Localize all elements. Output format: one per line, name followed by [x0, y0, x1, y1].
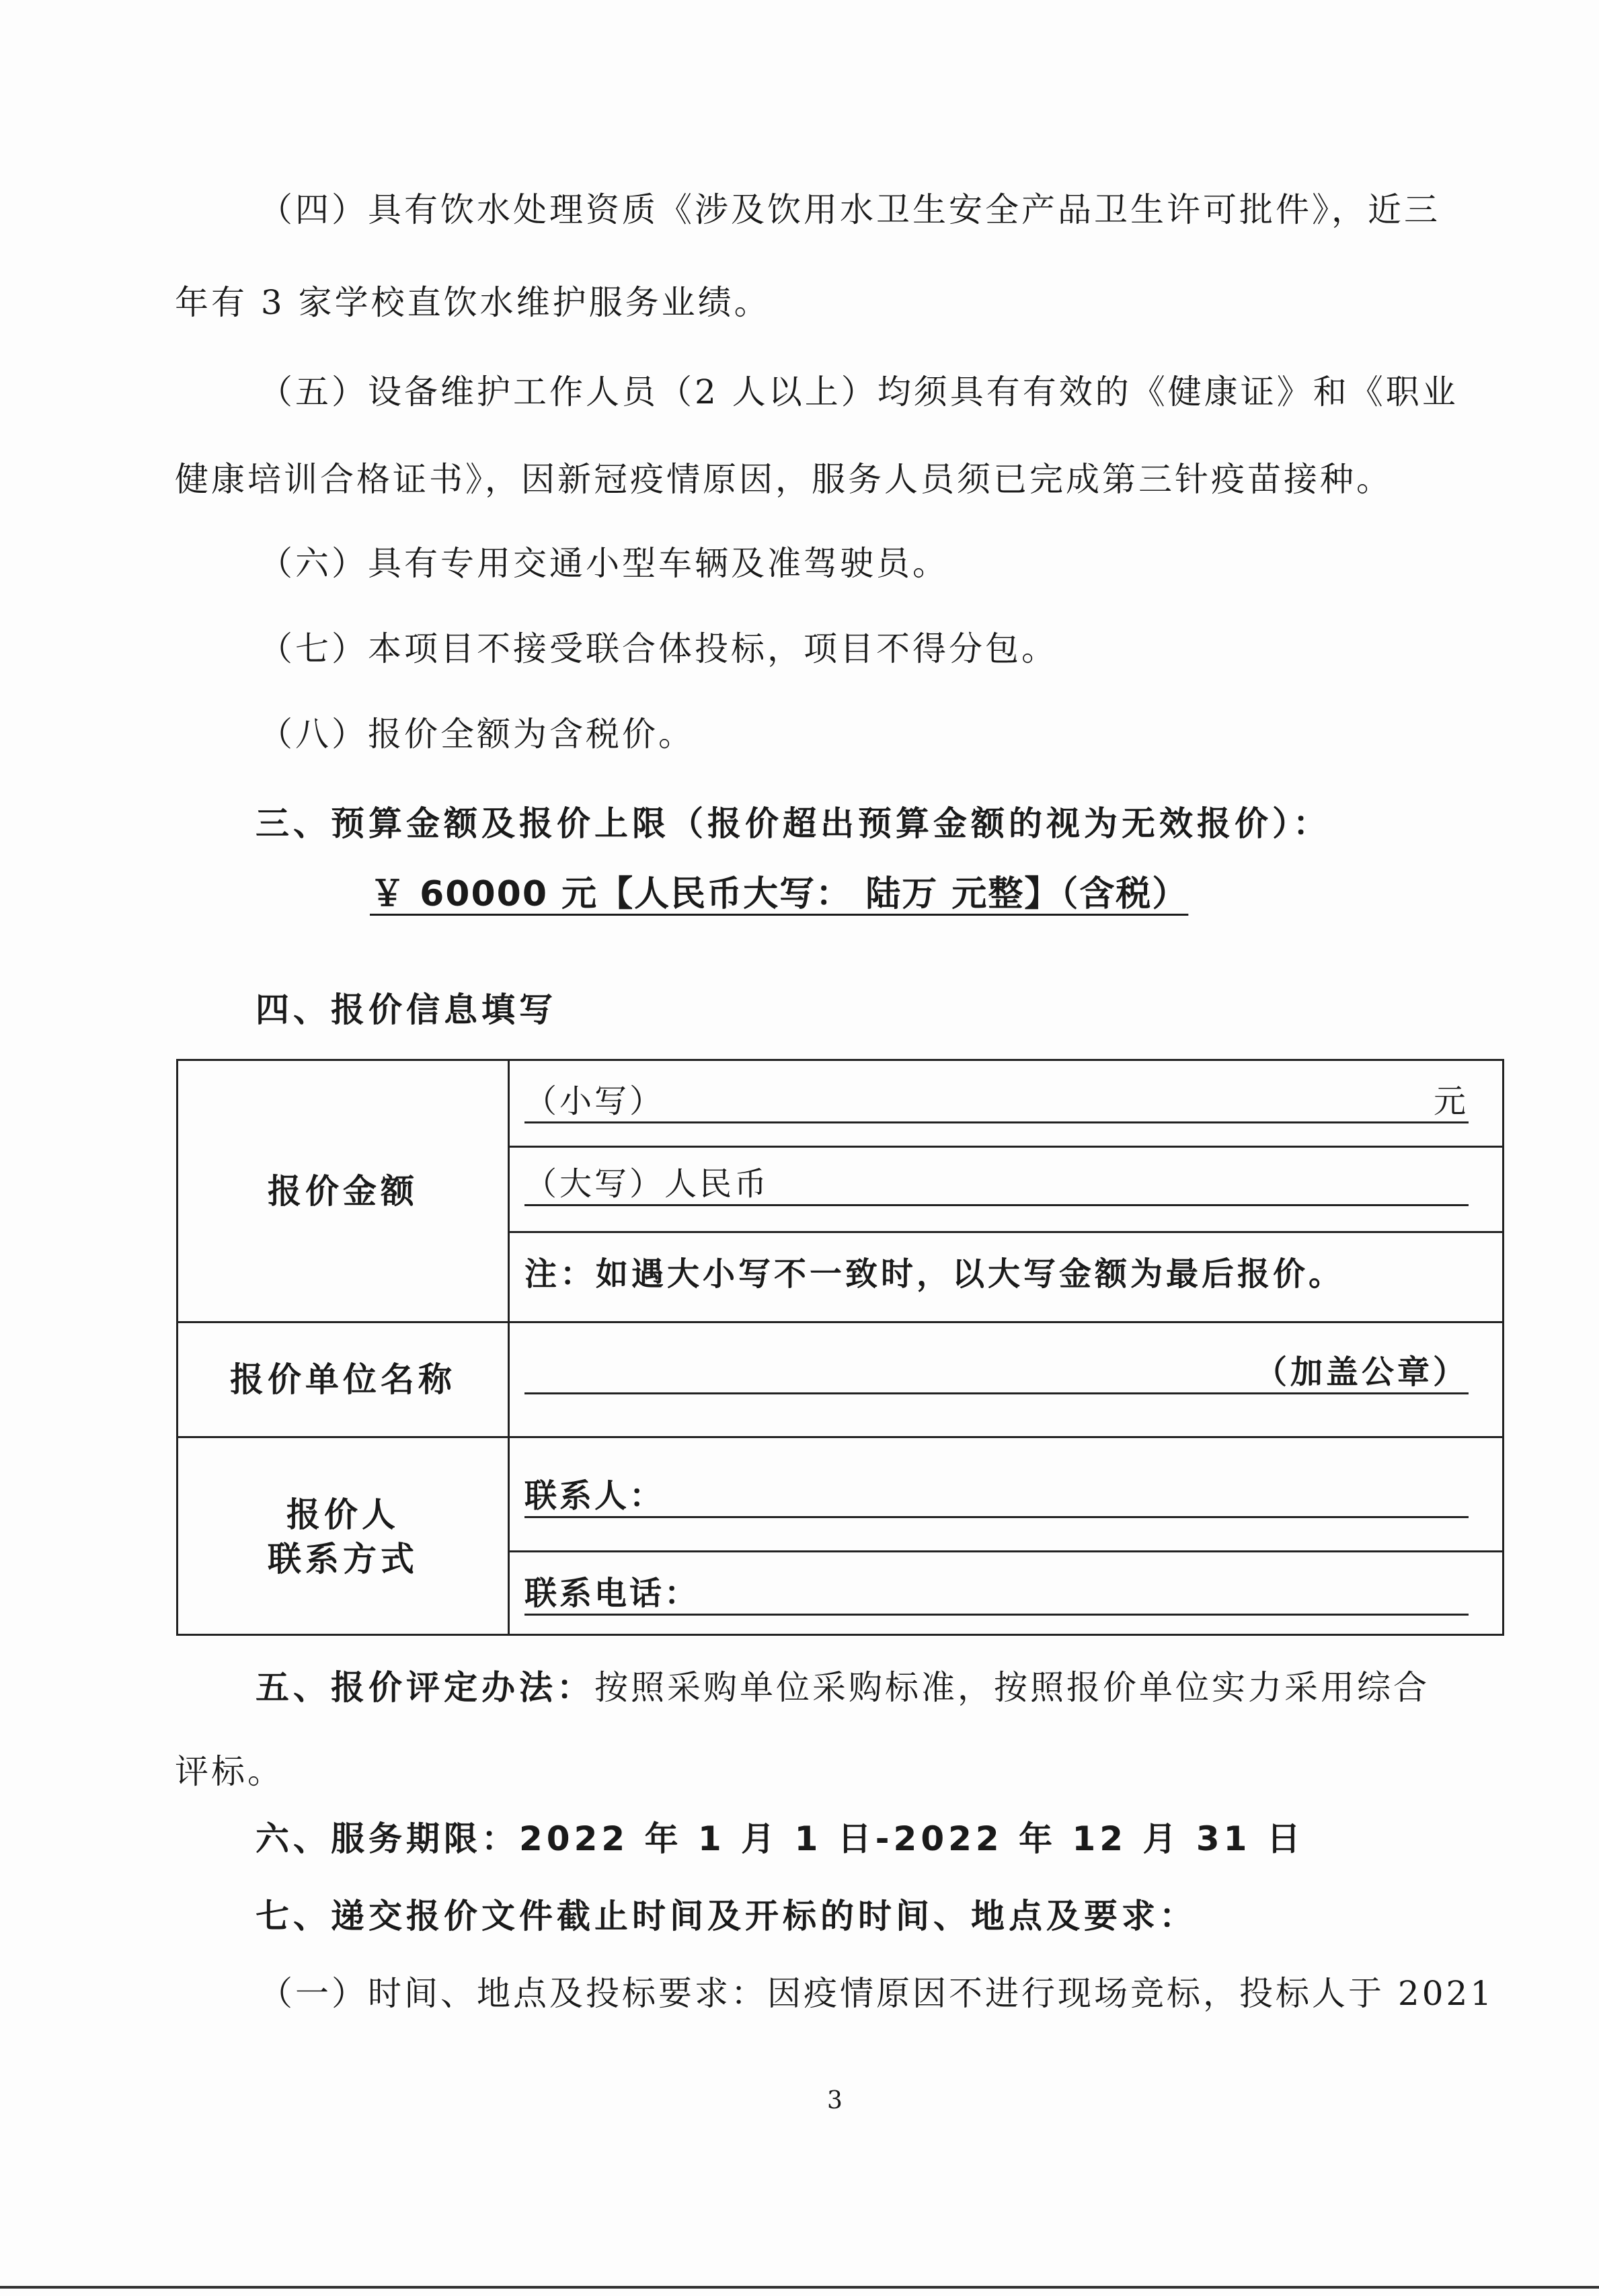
- paragraph-4-line-1: （四）具有饮水处理资质《涉及饮用水卫生安全产品卫生许可批件》，近三: [259, 190, 1440, 229]
- section-6-heading: 六、服务期限：2022 年 1 月 1 日-2022 年 12 月 31 日: [256, 1819, 1304, 1858]
- page-number: 3: [827, 2087, 843, 2114]
- amount-lowercase-suffix: 元: [1433, 1082, 1469, 1120]
- company-seal-note: （加盖公章）: [1254, 1353, 1469, 1391]
- table-row-divider: [508, 1231, 1502, 1233]
- company-name-field[interactable]: [524, 1352, 1469, 1394]
- contact-person-label: 联系人：: [524, 1477, 665, 1515]
- paragraph-7: （七）本项目不接受联合体投标，项目不得分包。: [259, 629, 1058, 668]
- section-5-text: 按照采购单位采购标准，按照报价单位实力采用综合: [594, 1668, 1430, 1707]
- section-3-heading: 三、预算金额及报价上限（报价超出预算金额的视为无效报价）：: [256, 804, 1331, 843]
- contact-person-field[interactable]: [524, 1476, 1469, 1518]
- section-4-heading: 四、报价信息填写: [256, 990, 557, 1029]
- scan-edge-line: [0, 2286, 1599, 2289]
- paragraph-5-line-2: 健康培训合格证书》，因新冠疫情原因，服务人员须已完成第三针疫苗接种。: [175, 460, 1393, 499]
- section-5-line-2: 评标。: [175, 1752, 284, 1791]
- contact-label-line-2: 联系方式: [268, 1540, 418, 1579]
- section-5-line-1: [256, 1667, 1430, 1708]
- section-7-subitem-1: （一）时间、地点及投标要求：因疫情原因不进行现场竞标，投标人于 2021: [259, 1974, 1495, 2013]
- amount-uppercase-field[interactable]: [524, 1164, 1469, 1206]
- paragraph-6: （六）具有专用交通小型车辆及准驾驶员。: [259, 544, 949, 583]
- paragraph-5-line-1: （五）设备维护工作人员（2 人以上）均须具有有效的《健康证》和《职业: [259, 372, 1458, 411]
- contact-label: [178, 1438, 508, 1636]
- amount-uppercase-prefix: （大写）人民币: [524, 1165, 770, 1203]
- amount-note: 注：如遇大小写不一致时，以大写金额为最后报价。: [524, 1255, 1345, 1293]
- paragraph-8: （八）报价全额为含税价。: [259, 715, 695, 754]
- contact-phone-field[interactable]: [524, 1573, 1469, 1616]
- section-5-heading: 五、报价评定办法：: [256, 1668, 594, 1707]
- contact-phone-label: 联系电话：: [524, 1575, 700, 1612]
- quote-info-table: [176, 1059, 1504, 1636]
- amount-lowercase-field[interactable]: [524, 1081, 1469, 1123]
- amount-label: 报价金额: [268, 1171, 418, 1211]
- paragraph-4-line-2: 年有 3 家学校直饮水维护服务业绩。: [175, 283, 771, 322]
- company-name-label: 报价单位名称: [230, 1360, 456, 1399]
- table-row-divider: [508, 1550, 1502, 1552]
- budget-amount: ￥ 60000 元【人民币大写： 陆万 元整】（含税）: [370, 874, 1189, 914]
- amount-lowercase-prefix: （小写）: [524, 1082, 665, 1120]
- table-row-divider: [508, 1146, 1502, 1148]
- section-7-heading: 七、递交报价文件截止时间及开标的时间、地点及要求：: [256, 1897, 1197, 1936]
- contact-label-line-1: 报价人: [286, 1495, 399, 1534]
